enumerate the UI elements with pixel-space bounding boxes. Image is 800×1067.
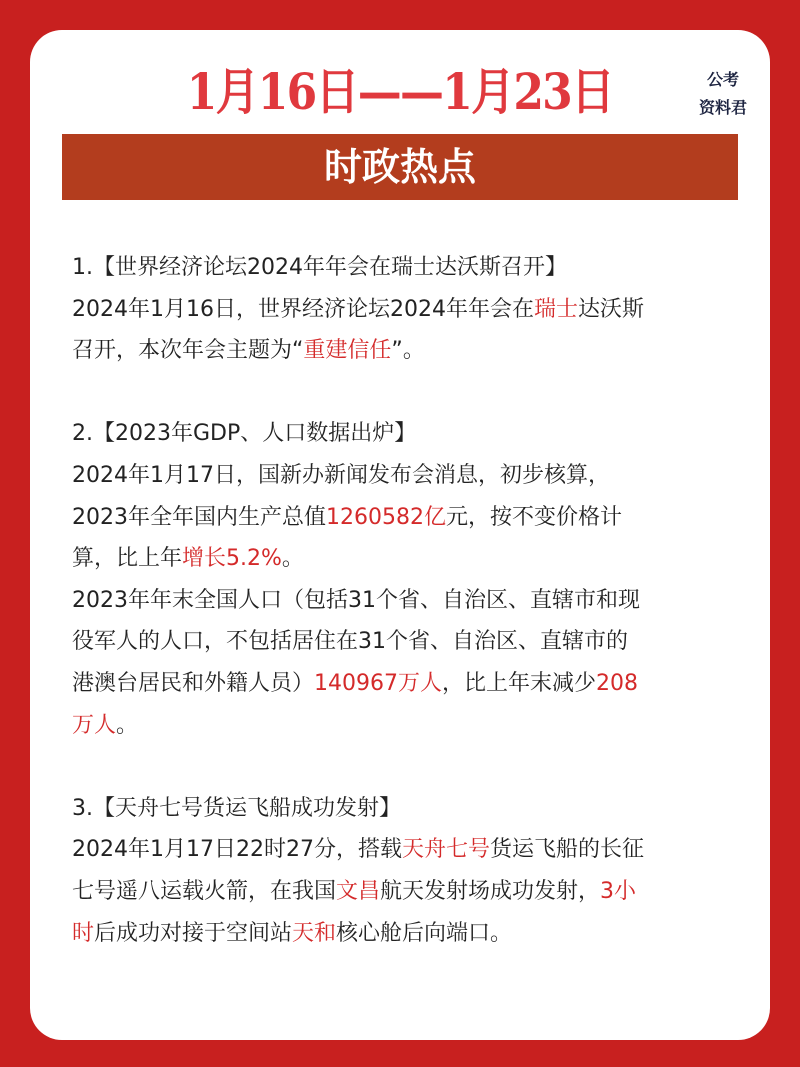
highlighted-text: 208 bbox=[596, 670, 639, 696]
highlighted-text: 瑞士 bbox=[533, 296, 578, 322]
text-segment: ”。 bbox=[391, 338, 425, 364]
highlighted-text: 增长5.2% bbox=[182, 546, 282, 572]
news-item-text-line bbox=[72, 829, 752, 871]
text-segment: 。 bbox=[281, 546, 304, 572]
brand-line-2: 资料君 bbox=[698, 98, 747, 117]
item-spacer bbox=[72, 372, 752, 414]
highlighted-text: 140967万人 bbox=[314, 670, 442, 696]
text-segment: 核心舱后向端口。 bbox=[336, 920, 513, 946]
text-segment: 算，比上年 bbox=[72, 546, 183, 572]
news-item-text-line bbox=[72, 330, 752, 372]
highlighted-text: 天舟七号 bbox=[401, 837, 490, 863]
news-item-heading bbox=[72, 788, 752, 830]
text-segment: 。 bbox=[116, 712, 139, 738]
text-segment: 达沃斯 bbox=[578, 296, 645, 322]
highlighted-text: 文昌 bbox=[336, 878, 381, 904]
news-item bbox=[72, 788, 752, 954]
brand-line-1: 公考 bbox=[706, 70, 739, 89]
brand-logo bbox=[688, 66, 758, 122]
text-segment: ，比上年末减少 bbox=[442, 670, 597, 696]
news-item-text-line bbox=[72, 913, 752, 955]
highlighted-text: 时 bbox=[72, 920, 95, 946]
highlighted-text: 1260582亿 bbox=[326, 504, 446, 530]
text-segment: 2.【2023年GDP、人口数据出炉】 bbox=[72, 421, 417, 447]
highlighted-text: 重建信任 bbox=[303, 338, 392, 364]
text-segment: 2023年年末全国人口（包括31个省、自治区、直辖市和现 bbox=[72, 587, 640, 613]
text-segment: 1.【世界经济论坛2024年年会在瑞士达沃斯召开】 bbox=[72, 255, 567, 280]
text-segment: 2024年1月17日22时27分，搭载 bbox=[72, 837, 402, 863]
text-segment: 航天发射场成功发射， bbox=[380, 878, 601, 904]
news-item bbox=[72, 413, 752, 746]
news-item-text-line bbox=[72, 455, 752, 497]
news-item-text-line bbox=[72, 705, 752, 747]
text-segment: 七号遥八运载火箭，在我国 bbox=[72, 878, 337, 904]
highlighted-text: 天和 bbox=[292, 920, 337, 946]
text-segment: 货运飞船的长征 bbox=[489, 837, 644, 863]
news-item-text-line bbox=[72, 663, 752, 705]
highlighted-text: 3小 bbox=[600, 878, 637, 904]
news-item-heading bbox=[72, 413, 752, 455]
text-segment: 召开，本次年会主题为“ bbox=[72, 338, 304, 364]
text-segment: 港澳台居民和外籍人员） bbox=[72, 670, 315, 696]
item-spacer bbox=[72, 746, 752, 788]
section-banner: 时政热点 bbox=[62, 134, 738, 200]
news-item-text-line bbox=[72, 289, 752, 331]
news-item-text-line bbox=[72, 497, 752, 539]
news-item-text-line bbox=[72, 621, 752, 663]
news-item-text-line bbox=[72, 580, 752, 622]
page-title: 1月16日——1月23日 bbox=[186, 62, 614, 121]
text-segment: 后成功对接于空间站 bbox=[94, 920, 293, 946]
text-segment: 3.【天舟七号货运飞船成功发射】 bbox=[72, 795, 401, 821]
highlighted-text: 万人 bbox=[72, 712, 117, 738]
news-list bbox=[72, 247, 752, 954]
news-item-text-line bbox=[72, 538, 752, 580]
news-item-text-line bbox=[72, 871, 752, 913]
news-item bbox=[72, 247, 752, 372]
text-segment: 2024年1月16日，世界经济论坛2024年年会在 bbox=[72, 296, 534, 322]
text-segment: 元，按不变价格计 bbox=[445, 504, 622, 530]
news-item-heading bbox=[72, 247, 752, 289]
text-segment: 2024年1月17日，国新办新闻发布会消息，初步核算， bbox=[72, 462, 610, 488]
text-segment: 2023年全年国内生产总值 bbox=[72, 504, 326, 530]
text-segment: 役军人的人口，不包括居住在31个省、自治区、直辖市的 bbox=[72, 629, 628, 655]
